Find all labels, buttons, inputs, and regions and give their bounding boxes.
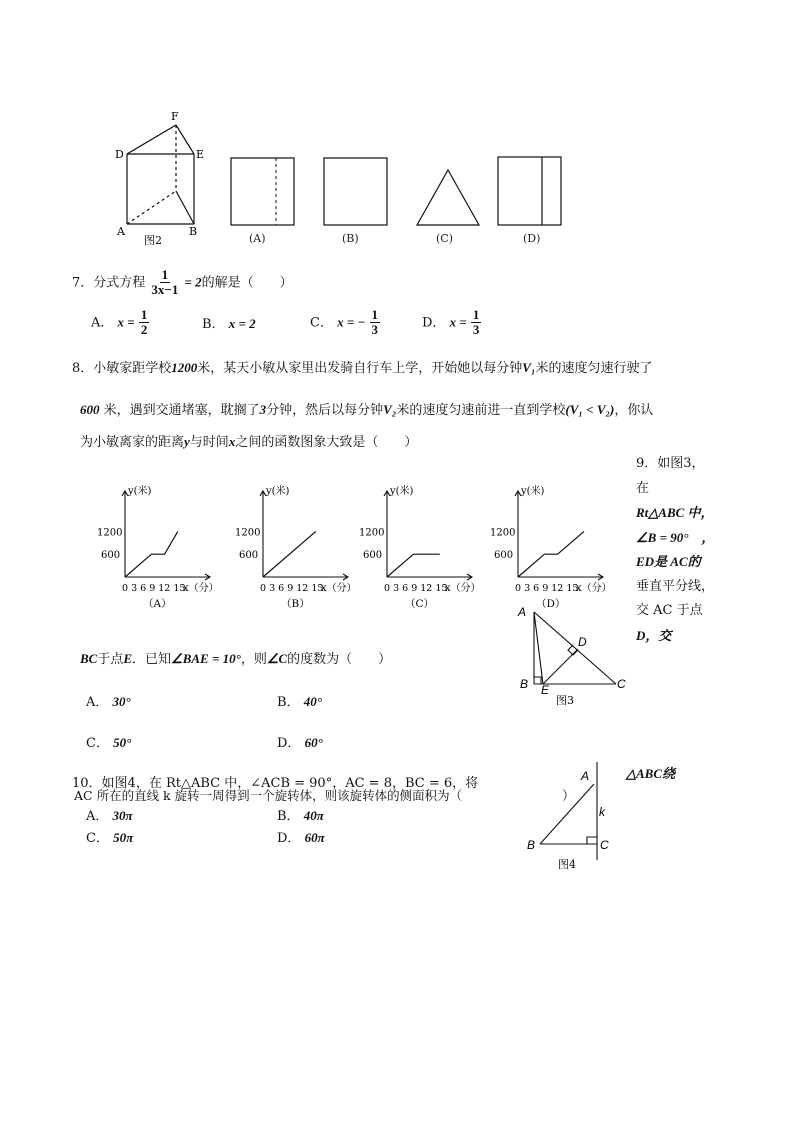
- fig3-b-label: B: [520, 677, 529, 691]
- q7-equation-fraction: $\frac{1}{3x-1}$: [151, 267, 179, 298]
- series-line: [387, 554, 440, 577]
- q9-option-a: A． 30°: [86, 694, 131, 710]
- series-line: [263, 531, 316, 577]
- q8-line-3: 为小敏离家的距离y与时间x之间的函数图象大致是（ ）: [80, 434, 418, 450]
- y-axis-label: y(米): [521, 486, 545, 497]
- q7-option-b: B． x = 2: [202, 316, 256, 332]
- figure-2-prism: [110, 108, 210, 248]
- y-tick-label: 600: [494, 550, 514, 562]
- q7-suffix: 的解是（ ）: [201, 275, 293, 291]
- vertex-b-label: B: [189, 225, 198, 238]
- fig4-caption: 图4: [558, 858, 576, 871]
- graph-c: [357, 480, 482, 615]
- view-b: [323, 157, 389, 227]
- fig3-a-label: A: [518, 605, 527, 619]
- graph-axes: [384, 491, 472, 580]
- vertex-a-label: A: [117, 225, 125, 238]
- x-axis-label: x（分）: [445, 583, 481, 594]
- figure-4-triangle: [520, 760, 630, 875]
- graph-caption: （C）: [405, 598, 435, 610]
- q9-line: BC于点E．已知∠BAE = 10°，则∠C的度数为（ ）: [80, 651, 392, 667]
- y-tick-label: 1200: [359, 527, 385, 539]
- x-tick-labels: 0 3 6 9 12 15: [260, 583, 324, 594]
- graph-axes: [260, 491, 348, 580]
- q9-side-text: 9．如图3， 在 Rt△ABC 中， ∠B = 90° ， ED是 AC的 垂直平分线， 交 AC 于点 D，交: [636, 456, 715, 643]
- q10-option-d: D． 60π: [277, 830, 325, 846]
- q9-option-b: B． 40°: [277, 694, 322, 710]
- graph-axes: [515, 491, 603, 580]
- graph-a: [95, 480, 220, 615]
- vertex-e-label: E: [196, 148, 205, 161]
- y-axis-label: y(米): [128, 486, 152, 497]
- q9-option-d: D． 60°: [277, 735, 323, 751]
- y-axis-label: y(米): [266, 486, 290, 497]
- graph-b: [233, 480, 358, 615]
- fig4-c-label: C: [600, 838, 609, 852]
- view-c: [415, 168, 481, 228]
- question-7: [72, 268, 293, 298]
- q7-prefix: 7．分式方程: [72, 275, 146, 291]
- x-axis-label: x（分）: [576, 583, 612, 594]
- q7-option-c: C． x = − $\frac{1}{3}$: [310, 307, 379, 338]
- view-b-label: (B): [342, 232, 359, 245]
- vertex-d-label: D: [115, 148, 124, 161]
- y-axis-label: y(米): [390, 486, 414, 497]
- figure-3-triangle: [512, 604, 638, 708]
- graph-caption: （D）: [536, 598, 566, 610]
- fig4-a-label: A: [581, 769, 590, 783]
- fig4-b-label: B: [527, 838, 536, 852]
- y-tick-label: 600: [239, 550, 259, 562]
- fig3-e-label: E: [541, 683, 550, 697]
- q9-option-c: C． 50°: [86, 735, 132, 751]
- q7-option-a: A． x = $\frac{1}{2}$: [91, 307, 148, 338]
- view-d: [497, 156, 563, 228]
- q10-option-a: A． 30π: [86, 808, 133, 824]
- q8-graphs: [95, 480, 615, 615]
- view-d-label: (D): [523, 232, 541, 245]
- q7-option-d: D． x = $\frac{1}{3}$: [422, 307, 480, 338]
- fig3-d-label: D: [578, 635, 587, 649]
- graph-d: [488, 480, 613, 615]
- q10-option-c: C． 50π: [86, 830, 134, 846]
- x-axis-label: x（分）: [183, 583, 219, 594]
- q8-line-2: 600 米，遇到交通堵塞，耽搁了3分钟，然后以每分钟V₂米的速度匀速前进一直到学校(V₁ < V₂)，你认: [80, 402, 654, 418]
- y-tick-label: 1200: [490, 527, 516, 539]
- x-tick-labels: 0 3 6 9 12 15: [122, 583, 186, 594]
- view-a-label: (A): [249, 232, 266, 245]
- figure-2-caption: 图2: [144, 234, 162, 247]
- y-tick-label: 600: [101, 550, 121, 562]
- q10-tail: △ABC绕: [626, 766, 676, 781]
- x-tick-labels: 0 3 6 9 12 15: [515, 583, 579, 594]
- graph-caption: （B）: [281, 598, 310, 610]
- q10-line-1: 10．如图4，在 Rt△ABC 中，∠ACB = 90°，AC = 8，BC = 6，将: [72, 776, 479, 791]
- graph-caption: （A）: [143, 598, 172, 610]
- graph-axes: [122, 491, 210, 580]
- y-tick-label: 600: [363, 550, 383, 562]
- view-c-label: (C): [436, 232, 453, 245]
- series-line: [125, 531, 178, 577]
- q7-equation-rhs: = 2: [184, 274, 202, 290]
- y-tick-label: 1200: [235, 527, 261, 539]
- q8-line-1: 8．小敏家距学校1200米，某天小敏从家里出发骑自行车上学，开始她以每分钟V₁米的速度匀速行驶了: [72, 360, 653, 376]
- q10-line-2: AC 所在的直线 k 旋转一周得到一个旋转体，则该旋转体的侧面积为（ ）: [74, 788, 575, 803]
- series-line: [518, 531, 584, 577]
- fig3-caption: 图3: [556, 694, 574, 707]
- fig3-c-label: C: [617, 677, 626, 691]
- x-axis-label: x（分）: [321, 583, 357, 594]
- vertex-f-label: F: [171, 110, 179, 123]
- x-tick-labels: 0 3 6 9 12 15: [384, 583, 448, 594]
- q10-option-b: B． 40π: [277, 808, 324, 824]
- y-tick-label: 1200: [97, 527, 123, 539]
- view-a: [230, 157, 296, 227]
- fig4-k-label: k: [599, 805, 605, 819]
